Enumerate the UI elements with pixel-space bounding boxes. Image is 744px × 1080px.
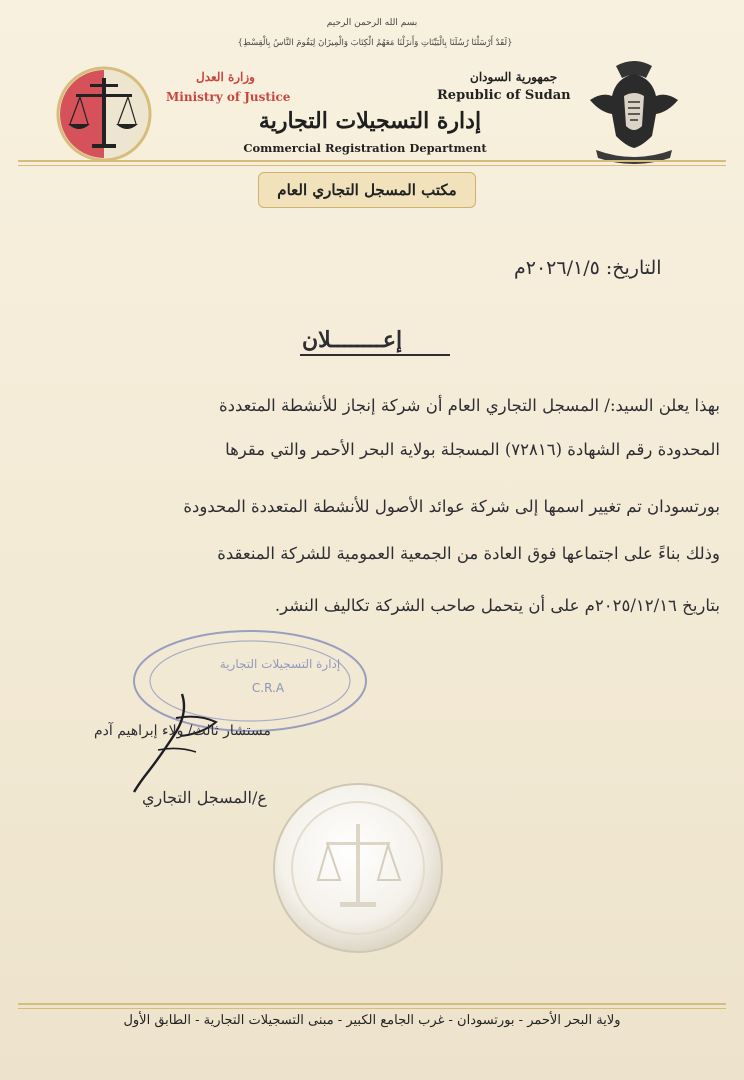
ministry-name-en: Ministry of Justice (166, 90, 291, 104)
announcement-line: بورتسودان تم تغيير اسمها إلى شركة عوائد الأصول للأنشطة المتعددة المحدودة (183, 497, 720, 516)
republic-name-en: Republic of Sudan (437, 88, 571, 103)
announcement-line: وذلك بناءً على اجتماعها فوق العادة من الجمعية العمومية للشركة المنعقدة (217, 544, 720, 563)
title-underline (300, 354, 450, 356)
quran-verse: {لَقَدْ أَرْسَلْنَا رُسُلَنَا بِالْبَيِّنَاتِ وَأَنزَلْنَا مَعَهُمُ الْكِتَابَ وَالْمِيزَانَ لِيَقُومَ النَّاسُ بِالْقِسْطِ} (237, 38, 513, 48)
footer-address: ولاية البحر الأحمر - بورتسودان - غرب الجامع الكبير - مبنى التسجيلات التجارية - الطابق الأول (123, 1013, 621, 1028)
header-divider-thin (18, 165, 726, 166)
stamp-abbr-text: C.R.A (251, 681, 285, 695)
stamp-org-text: إدارة التسجيلات التجارية (219, 657, 341, 671)
sudan-emblem (586, 56, 682, 164)
announcement-line: بهذا يعلن السيد:/ المسجل التجاري العام أن شركة إنجاز للأنشطة المتعددة (218, 396, 720, 415)
embossed-seal (270, 780, 446, 956)
announcement-line: المحدودة رقم الشهادة (٧٢٨١٦) المسجلة بولاية البحر الأحمر والتي مقرها (225, 440, 720, 459)
department-name-ar: إدارة التسجيلات التجارية (258, 108, 482, 134)
header-divider (18, 160, 726, 162)
announcement-line: بتاريخ ٢٠٢٥/١٢/١٦م على أن يتحمل صاحب الشركة تكاليف النشر. (274, 596, 720, 615)
department-name-en: Commercial Registration Department (243, 141, 487, 155)
ministry-of-justice-logo (56, 64, 156, 164)
basmala: بسم الله الرحمن الرحيم (326, 18, 418, 28)
handwritten-signature (118, 688, 258, 798)
footer-divider (18, 1003, 726, 1005)
document-date: التاريخ: ٢٠٢٦/١/٥م (514, 257, 662, 279)
signatory-name: مستشار ثالث/ ولاء إبراهيم آدم (94, 723, 271, 739)
announcement-title: إعــــــــلان (302, 327, 403, 353)
office-title-box: مكتب المسجل التجاري العام (258, 172, 476, 208)
republic-name-ar: جمهورية السودان (470, 70, 558, 84)
footer-divider-thin (18, 1008, 726, 1009)
ministry-name-ar: وزارة العدل (196, 70, 255, 84)
signatory-role: ع/المسجل التجاري (142, 788, 267, 807)
